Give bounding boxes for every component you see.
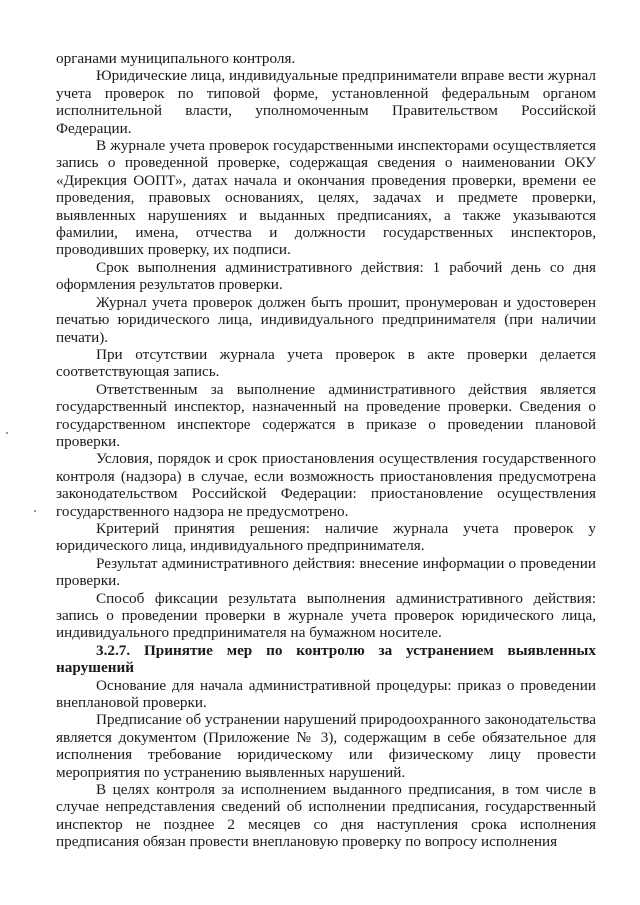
paragraph-suspension-conditions: Условия, порядок и срок приостановления осуществления государственного контроля (надзора) в случае, если возможность приостановления предусмотрена законодательством Российской Федерации: приостановление осуществления государственного надзора не предусмотрено. xyxy=(56,450,596,520)
paragraph-deadline: Срок выполнения административного действия: 1 рабочий день со дня оформления результатов проверки. xyxy=(56,258,596,294)
paragraph-action-result: Результат административного действия: внесение информации о проведении проверки. xyxy=(56,554,596,590)
scan-speck xyxy=(6,432,8,434)
paragraph-prescription-definition: Предписание об устранении нарушений природоохранного законодательства является документом (Приложение № 3), содержащим в себе обязательное для исполнения требование юридическому или физическому лицу провести мероприятия по устранению выявленных нарушений. xyxy=(56,711,596,781)
scan-speck xyxy=(34,510,36,512)
paragraph-fixation-method: Способ фиксации результата выполнения административного действия: запись о проведении проверки в журнале учета проверок юридического лица, индивидуального предпринимателя на бумажном носителе. xyxy=(56,589,596,642)
paragraph-decision-criterion: Критерий принятия решения: наличие журнала учета проверок у юридического лица, индивидуального предпринимателя. xyxy=(56,519,596,555)
paragraph-responsible: Ответственным за выполнение административного действия является государственный инспектор, назначенный на проведение проверки. Сведения о государственном инспекторе содержатся в приказе о проведении плановой проверки. xyxy=(56,380,596,450)
paragraph-procedure-basis: Основание для начала административной процедуры: приказ о проведении внеплановой проверки. xyxy=(56,676,596,712)
section-heading: 3.2.7. Принятие мер по контролю за устранением выявленных нарушений xyxy=(56,641,596,677)
paragraph-journal-absence: При отсутствии журнала учета проверок в акте проверки делается соответствующая запись. xyxy=(56,345,596,381)
paragraph-journal-right: Юридические лица, индивидуальные предприниматели вправе вести журнал учета проверок по типовой форме, установленной федеральным органом исполнительной власти, уполномоченным Правительством Российской Федерации. xyxy=(56,67,596,137)
paragraph-journal-entry: В журнале учета проверок государственными инспекторами осуществляется запись о проведенной проверке, содержащая сведения о наименовании ОКУ «Дирекция ООПТ», датах начала и окончания проведения проверки, времени ее проведения, правовых основаниях, целях, задачах и предмете проверки, выявленных нарушениях и выданных предписаниях, а также указываются фамилии, имена, отчества и должности государственных инспекторов, проводивших проверку, их подписи. xyxy=(56,137,596,259)
paragraph-control-execution: В целях контроля за исполнением выданного предписания, в том числе в случае непредставления сведений об исполнении предписания, государственный инспектор не позднее 2 месяцев со дня наступления срока исполнения предписания обязан провести внеплановую проверку по вопросу исполнения xyxy=(56,781,596,851)
paragraph-journal-requirements: Журнал учета проверок должен быть прошит, пронумерован и удостоверен печатью юридического лица, индивидуального предпринимателя (при наличии печати). xyxy=(56,293,596,346)
document-page xyxy=(56,50,596,851)
paragraph-continuation: органами муниципального контроля. xyxy=(56,50,296,67)
